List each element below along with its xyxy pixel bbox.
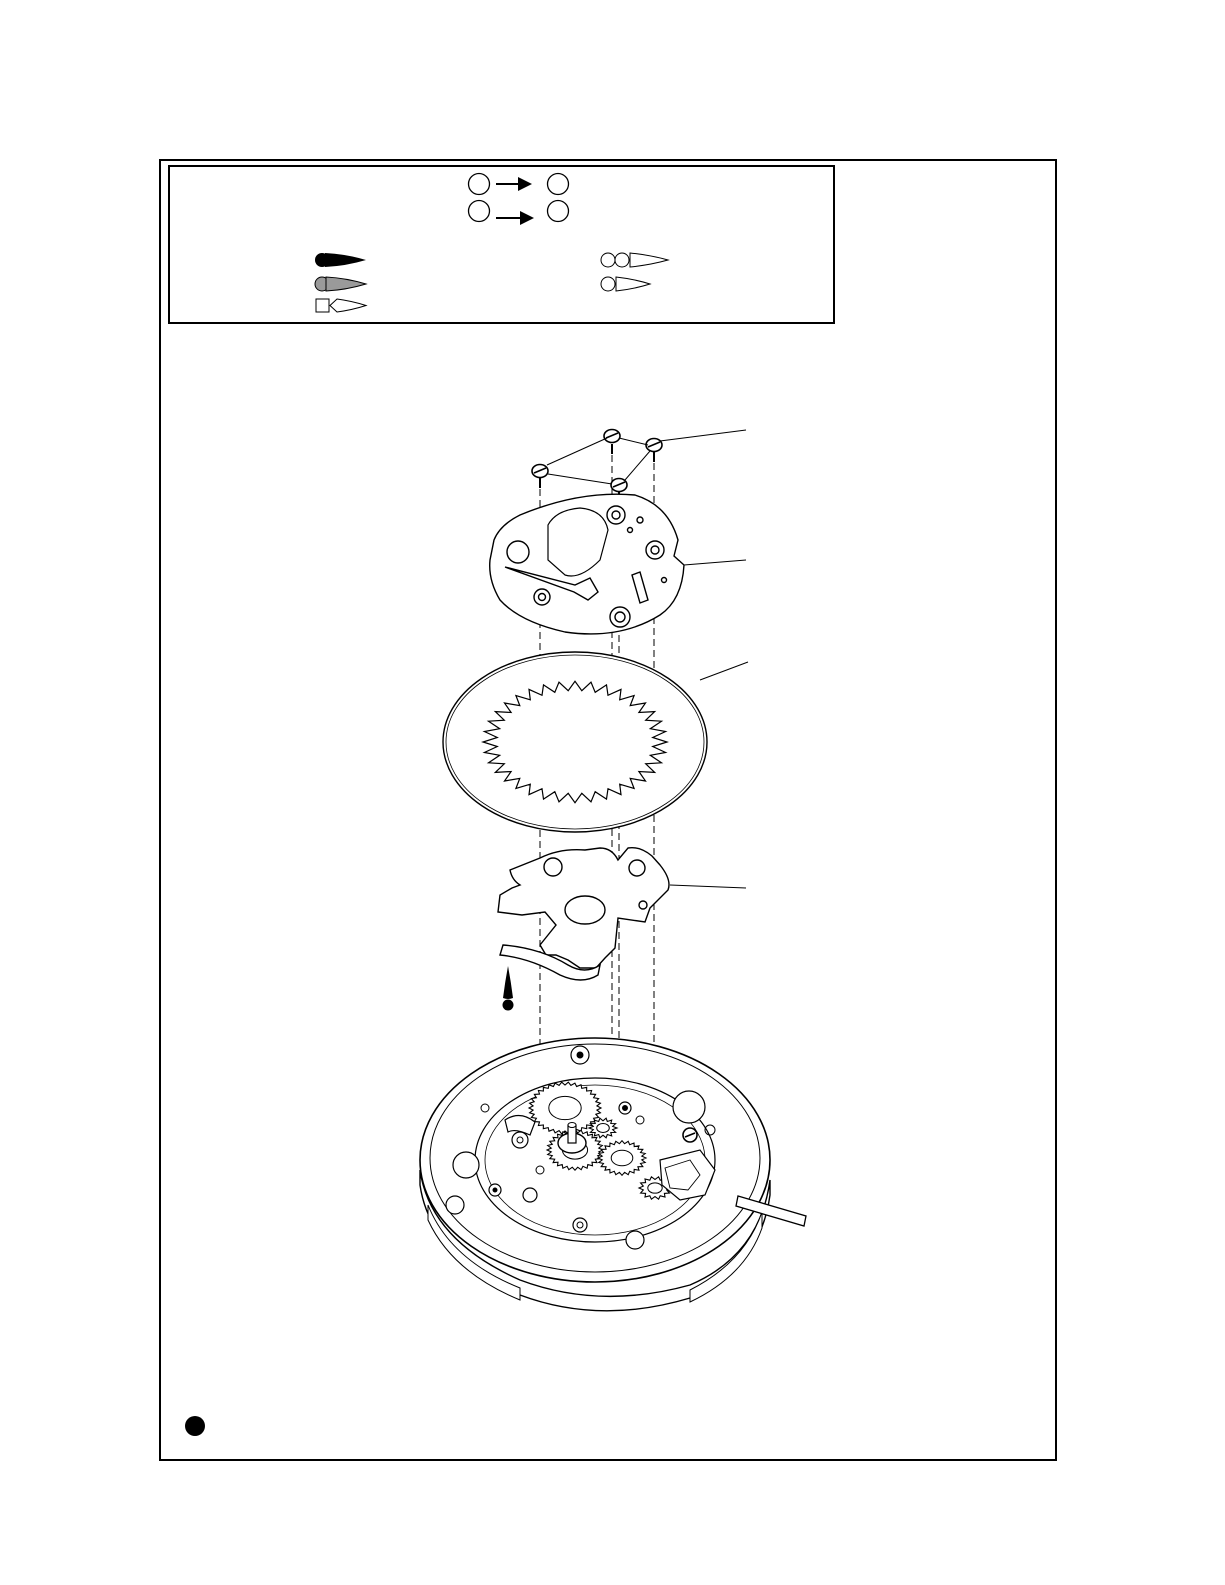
toothed-ring <box>443 652 707 832</box>
double-circle-drop-symbol <box>601 253 668 267</box>
screw <box>532 465 548 489</box>
reference-circle-arrow-2 <box>469 201 569 226</box>
screws <box>532 430 746 503</box>
legend-box <box>169 166 834 323</box>
screw <box>604 430 620 455</box>
grey-drop-symbol <box>315 277 366 291</box>
square-drop-symbol <box>316 299 366 312</box>
single-circle-drop-symbol <box>601 277 650 291</box>
movement-base <box>420 1038 806 1311</box>
reference-circle-arrow-1 <box>469 174 569 195</box>
oil-drop-marker <box>503 966 514 1011</box>
black-drop-symbol <box>315 253 366 267</box>
step-bullet-icon <box>185 1416 205 1436</box>
upper-bridge-plate <box>490 494 684 634</box>
screw <box>646 439 662 463</box>
gear-wheel <box>598 1141 646 1176</box>
lower-bridge-plate <box>498 848 669 980</box>
